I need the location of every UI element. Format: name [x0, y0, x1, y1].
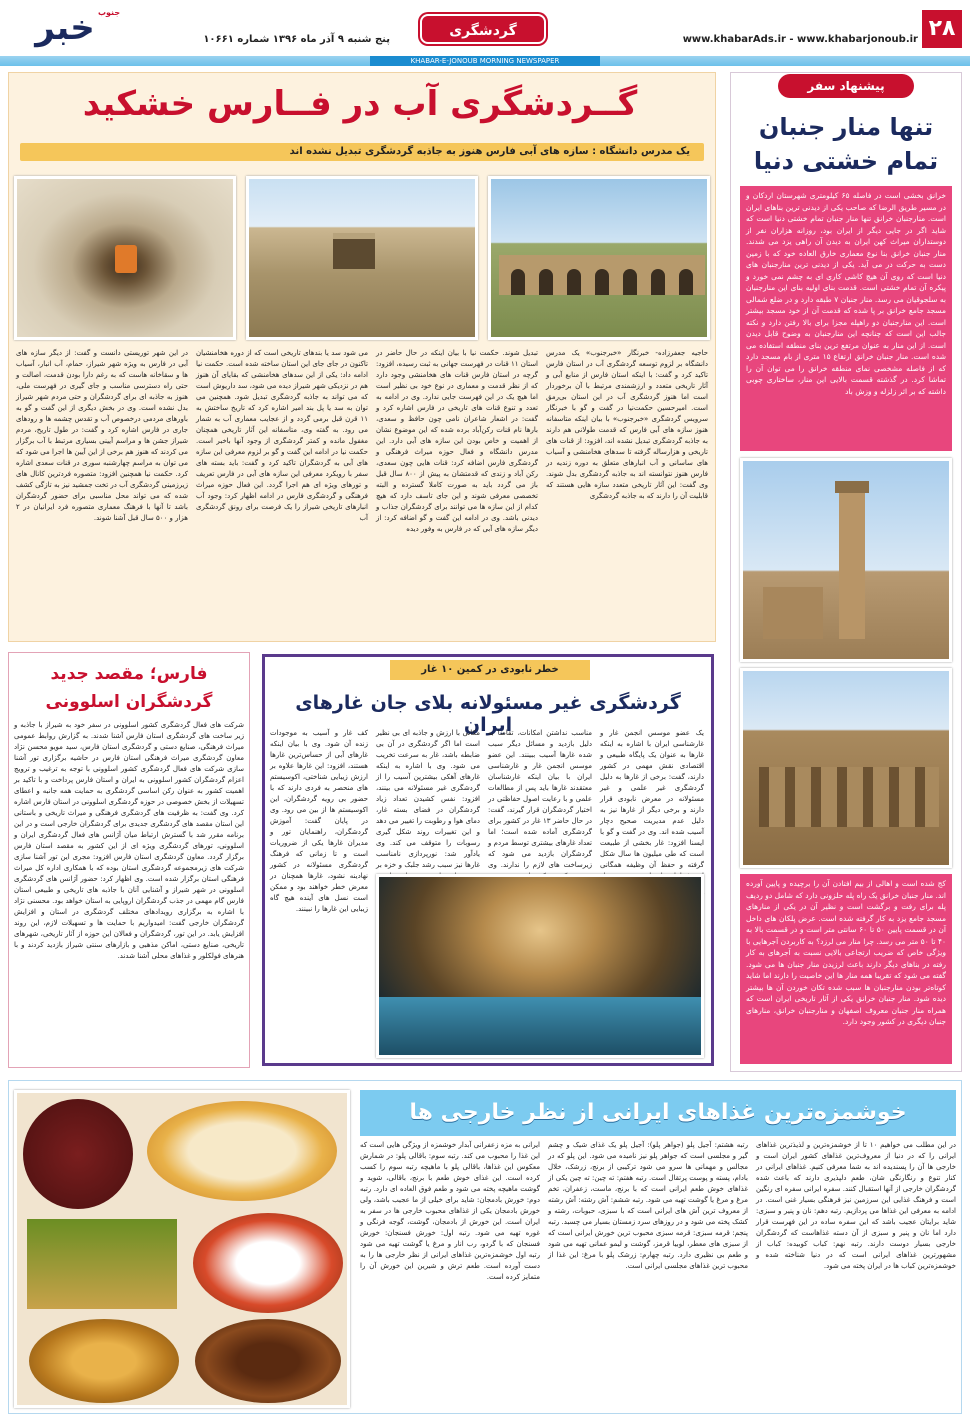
water-structure-photo — [246, 176, 478, 340]
food-col-1: در این مطلب می خواهیم ۱۰ تا از خوشمزه‌ترین و لذیذترین غذاهای ایرانی را که در دنیا از معروف‌ترین غذاهای کشور ایران است و خارجی ها آن را پسندیده اند به شما معرفی کنیم. غذاهای ایرانی در کنار تنوع و رنگارنگی شان، طعم دلپذیری دارند که باعث شده گردشگران خارجی از آنها استقبال کنند. سفره ایرانی سفره ای رنگین است و فرهنگ غذایی این سرزمین نیز فرهنگی بسیار غنی است. در ادامه به معرفی این غذاها می پردازیم. رتبه دهم: نان و پنیر و سبزی: شاید برایتان عجیب باشد که این سفره ساده در این فهرست قرار دارد اما نان و پنیر و سبزی از آن دسته غذاهاست که گردشگران خارجی بسیار دوست دارند. رتبه نهم: کباب کوبیده: کباب از مشهورترین غذاهای ایرانی است که در دنیا شناخته شده و خوشمزه‌ترین کباب ها در ایران پخته می شود. — [756, 1141, 956, 1270]
main-article-col-2: تبدیل شوند. حکمت نیا با بیان اینکه در حال حاضر در استان ۱۱ قنات در فهرست جهانی به ثبت رسیده، افزود: گرچه در استان فارس قنات های هخامنشی وجود دارد که از نظر قدمت و معماری در نوع خود بی نظیر است اما هیچ یک در این فهرست جایی ندارد. وی در ادامه به تعدد و تنوع قنات های تاریخی در فارس اشاره کرد و گفت: در اشعار شاعران نامی چون حافظ و سعدی، بارها نام قنات رکن‌آباد برده شده که این موضوع نشان از اهمیت و خاص بودن این سازه های آبی دارد. این مدرس دانشگاه و فعال حوزه میراث فرهنگی و گردشگری فارس اضافه کرد: قنات هایی چون سعدی، رکن آباد و زندی که قدمتشان به پیش از ۸۰۰ سال قبل باز می گردد باید به صورت کاملا گسترده و البته تخصصی معرفی شوند و این جای تاسف دارد که هیچ کدام از این سازه ها می توانند برای گردشگران جذاب و دیدنی باشد. وی در ادامه این گفت و گو اضافه کرد: از دیگر سازه های آبی که در فارس به وفور دیده — [376, 349, 539, 533]
minaret-photo — [740, 458, 952, 662]
ribbon-text: KHABAR-E-JONOUB MORNING NEWSPAPER — [370, 56, 600, 66]
caves-col-1: یک عضو موسس انجمن غار و غارشناسی ایران با اشاره به اینکه غارها به عنوان یک پایگاه طبیعی و اقتصادی نقش مهمی در کشور دارند، گفت: برخی از غارها به دلیل گردشگری غیر علمی و غیر مسئولانه در معرض نابودی قرار دارند و برخی دیگر از غارها نیز به دلیل عدم مدیریت صحیح دچار آسیب شده اند. وی در گفت و گو با ایسنا افزود: غار بخشی از طبیعت است که طی میلیون ها سال شکل گرفته و حفظ آن وظیفه همگانی — [600, 729, 704, 869]
fars-article-text: شرکت های فعال گردشگری کشور اسلوونی در سفر خود به شیراز با جاذبه و زیر ساخت های گردشگری استان فارس آشنا شدند. به گزارش روابط عمومی میراث فرهنگی، صنایع دستی و گردشگری استان فارس، سید مویو محسن نژاد معاون گردشگری میراث فرهنگی استان فارس در حاشیه برگزاری تور آشنا سازی شرکت های فعال گردشگری کشور اسلوونی با توجه به ترغیب و ترویج اعزام گردشگران کشور اسلوونی به ایران و استان فارس پرداخت و با تاکید بر اهمیت کشور به عنوان رکن اساسی گردشگری به حمایت همه جانبه و اعطای تسهیلات از بخش خصوصی در حوزه گردشگری اسلوونی در استان فارس اشاره کرد. وی گفت: به ظرفیت های گردشگری فرهنگی و میراث تاریخی و باستانی این استان مقصد های گردشگری جدیدی برای گردشگران خارجی است و در این برنامه مقرر شد با گسترش ارتباط میان آژانس های فعال گردشگری ایران و اسلوونی، تورهای گردشگری ویژه ای از این کشور به مقصد استان فارس برگزار گردد. معاون گردشگری استان فارس افزود: مجری این تور آشنا سازی شرکت های زیرمجموعه گردشگری استان بوده که با همکاری اداره کل میراث فرهنگی استان برگزار شده است. وی اظهار کرد: حضور آژانس های گردشگری اسلوونی در شهر شیراز و آشنایی آنان با جاذبه های تاریخی و طبیعی استان فارس گام مهمی در جذب گردشگران اروپایی به استان خواهد بود. محسنی نژاد با اشاره به برگزاری رویدادهای مختلف گردشگری در استان و افزایش گردشگران خارجی گفت: امیدواریم با حمایت ها و تسهیلات لازم، این روند افزایش یابد. در این تور، گردشگران و فعالان این حوزه از آثار تاریخی، شهرهای تاریخی، صنایع دستی، اماکن مذهبی و بازارهای سنتی شیراز بازدید کردند و با هنرهای فولکلور و غذاهای محلی آشنا شدند. — [14, 721, 244, 960]
dateline: پنج شنبه ۹ آذر ماه ۱۳۹۶ شماره ۱۰۶۶۱ — [203, 34, 390, 45]
main-article-col-4: در این شهر توریستی دانست و گفت: از دیگر سازه های آبی در فارس به ویژه شهر شیراز، حمام، آب انبار، آسیاب ها و سقاخانه هاست که به رغم دارا بودن قدمت، اصالت و حتی راه دسترسی مناسب و جای گیری در فهرست ملی، هنوز به جاذبه ای برای گردشگران و حتی مردم شهر شیراز بدل نشده است. وی در بخش دیگری از این گفت و گو به باورهای مردمی درخصوص آب و تقدس چشمه ها و رودهای جاری در فارس اشاره کرد و گفت: در طول تاریخ، مردم شیراز جشن ها و مراسم آیینی بسیاری مرتبط با آب برگزار می کردند که هنوز هم برخی از این آیین ها اجرا می شود که می توان به مراسم چهارشنبه سوری در قنات سعدی اشاره کرد. حکمت نیا همچنین افزود: متصوره فردترین کانال های زیرزمینی گردشگری آب در تخت جمشید نیز به تازگی کشف شده که می تواند محل مناسبی برای حضور گردشگران باشد تا آنها با فرهنگ معماری متصوره فرد ایرانیان در ۲ هزار و ۵۰۰ سال قبل آشنا شوند. — [16, 349, 188, 522]
sidebar-body-2 — [740, 874, 952, 1064]
site-urls[interactable]: www.khabarAds.ir - www.khabarjonoub.ir — [682, 34, 918, 45]
kharanaq-village-photo — [740, 668, 952, 868]
caves-col-3: مکانی با ارزش و جاذبه ای بی نظیر است اما اگر گردشگری در آن بی ضابطه باشد، غار به سرعت تخریب می شود. وی با اشاره به اینکه غارهای آهکی بیشترین آسیب را از گردشگری غیر مسئولانه می بینند، افزود: نفس کشیدن تعداد زیاد گردشگران در فضای بسته غار، دمای هوا و رطوبت را تغییر می دهد و این تغییرات روند شکل گیری رسوبات را متوقف می کند. وی یادآور شد: نورپردازی نامناسب غارها نیز سبب رشد جلبک و خزه بر — [376, 729, 480, 869]
sidebar-text-2: کج شده است و اهالی از بیم افتادن آن را برچیده و پایین آورده اند. منار جنبان خرانق یک راه پله حلزونی دارد که شامل دو ردیف پله برای رفت و برگشت است و نظیر آن در یکی از منارهای مسجد جامع یزد به کار گرفته شده است. عرض پلکان های داخل آن در قسمت پایین ۵۰ تا ۶۰ سانتی متر است و در قسمت بالا به ۴۰ تا ۵۰ متر می رسد. چرا منار می لرزد؟ به کاربردن آجرهایی با ویژگی خاص که ضریب ارتجاعی بالایی نسبت به آجرهای به کار رفته در بناهای دیگر دارند باعث لرزیدن منار جنبان ها می شود. گفته می شود که تقریبا همه منار ها این خاصیت را دارند اما شاید کوتاه‌تر بودن منارجنبان ها سبب شده تکان خوردن آن ها بیشتر دیده شود. منار جنبان خرانق یکی از آثار تاریخی ایران است که همراه منار جنبان معروف اصفهان و منارجنبان خرانق، منارهای جنبان دیگری در کشور وجود دارد. — [746, 879, 947, 1026]
food-article-title: خوشمزه‌ترین غذاهای ایرانی از نظر خارجی ها — [409, 1100, 907, 1125]
travel-suggestion-tag: پیشنهاد سفر — [778, 74, 914, 98]
main-article-col-1: حاجیه جعفرزاده- خبرنگار «خبرجنوب» یک مدرس دانشگاه بر لزوم توسعه گردشگری آب در استان فارس تاکید کرد و گفت: با اینکه استان فارس از منابع آبی و آثار تاریخی متعدد و ارزشمندی مرتبط با آن برخوردار است اما هنوز گردشگری آب در این استان بی‌رمق است. امیرحسین حکمت‌نیا در گفت و گو با خبرنگار سرویس گردشگری «خبرجنوب» با بیان اینکه متاسفانه هنوز سازه های آبی فارس که قدمت طولانی هم دارند به جاذبه گردشگری تبدیل نشده اند، افزود: از قنات های تاریخی و هزارساله گرفته تا سدهای هخامنشی و آسیاب های ساسانی و آب انبارهای متعلق به دوره زندیه در فارس هنوز نتوانسته اند به جاذبه گردشگری بدل شوند. وی گفت: این آثار تاریخی متعدد سازه هایی هستند که قابلیت آن را دارند که به جاذبه گردشگری — [546, 349, 708, 500]
newspaper-logo-sub: جنوب — [98, 8, 121, 17]
food-col-2: رتبه هشتم: آجیل پلو (جواهر پلو): آجیل پلو یک غذای شیک و چشم گیر و مجلسی است که جواهر پلو نیز نامیده می شود. این پلو که در مجالس و مهمانی ها سرو می شود ترکیبی از برنج، زرشک، خلال بادام، پسته و پوست پرتقال است. رتبه هفتم: ته چین: ته چین یکی از غذاهای خوش طعم ایرانی است که با برنج، ماست، زعفران، تخم مرغ و مرغ یا گوشت تهیه می شود. رتبه ششم: آش رشته: آش رشته از معروف ترین آش های ایرانی است که با سبزی، حبوبات، رشته و کشک پخته می شود و در روزهای سرد زمستان بسیار می چسبد. رتبه پنجم: قرمه سبزی: قرمه سبزی محبوب ترین خورش ایرانی است که از سبزی های معطر، لوبیا قرمز، گوشت و لیمو عمانی تهیه می شود و طعم بی نظیری دارد. رتبه چهارم: زرشک پلو با مرغ: این غذا از محبوب ترین غذاهای مجلسی ایرانی است. — [548, 1141, 748, 1270]
caves-article-title: گردشگری غیر مسئولانه بلای جان غارهای ایران — [295, 692, 681, 736]
newspaper-logo: خبر — [35, 8, 95, 48]
historic-bridge-photo — [488, 176, 710, 340]
main-article-subtitle: یک مدرس دانشگاه : سازه های آبی فارس هنوز به جاذبه گردشگری تبدیل نشده اند — [20, 143, 704, 161]
caves-col-4: کف غار و آسیب به موجودات زنده آن شود. وی با بیان اینکه غارهای آبی از حساس‌ترین غارها هستند، افزود: این غارها علاوه بر ارزش زیبایی شناختی، اکوسیستم های منحصر به فردی دارند که با حضور بی رویه گردشگران، این اکوسیستم ها از بین می رود. وی در پایان گفت: آموزش گردشگران، راهنمایان تور و مدیران غارها یکی از ضروریات است و تا زمانی که فرهنگ گردشگری مسئولانه در کشور نهادینه نشود، غارها همچنان در معرض خطر خواهند بود و ممکن است نسل های آینده هیچ گاه زیبایی این غارها را نبینند. — [270, 729, 368, 913]
food-photo-collage — [14, 1090, 350, 1408]
section-label: گردشگری — [420, 14, 546, 44]
sidebar-body-1 — [740, 186, 952, 451]
main-article-col-3: می شود سد یا بندهای تاریخی است که از دوره هخامنشیان تاکنون در جای جای این استان ساخته شده است. حکمت نیا ادامه داد: یکی از این سدهای هخامنشی که بقایای آن هنوز هم در نزدیکی شهر شیراز دیده می شود، سد داریوش است که می تواند به جاذبه گردشگری تبدیل شود. همچنین می توان به سد یا پل بند امیر اشاره کرد که تاریخ ساختش به ۱۱ قرن قبل برمی گردد و از عجایب معماری آب به شمار می رود. به گفته وی، متاسفانه این آثار تاریخی همچنان مغفول مانده و کمتر گردشگری از وجود آنها باخبر است. حکمت نیا در ادامه این گفت و گو بر لزوم معرفی این سازه های آبی به گردشگران تاکید کرد و گفت: باید بسته های سفر با رویکرد معرفی این سازه های آبی در فارس تعریف و تورهای ویژه ای هم اجرا گردد. این فعال حوزه میراث فرهنگی و گردشگری فارس در ادامه اظهار کرد: وجود آب انبارهای تاریخی شیراز را یک فرصت برای رونق گردشگری آب — [196, 349, 368, 522]
cave-photo — [376, 874, 704, 1058]
qanat-tunnel-photo — [14, 176, 236, 340]
caves-article-tag: خطر نابودی در کمین ۱۰ غار — [390, 660, 590, 680]
food-col-3: ایرانی به مزه زعفرانی آبدار خوشمزه از ویژگی هایی است که این غذا را محبوب می کند. رتبه سوم: باقالی پلو: در شمارش معکوس این غذاها، باقالی پلو با ماهیچه رتبه سوم را کسب کرده است. این غذای خوش طعم با برنج، باقالی، شوید و گوشت ماهیچه پخته می شود و طعم فوق العاده ای دارد. رتبه دوم: خورش بادمجان: شاید برای خیلی از ما عجیب باشد، ولی خورش بادمجان یکی از غذاهای محبوب خارجی ها در سفر به ایران است. این خورش از بادمجان، گوشت، گوجه فرنگی و غوره تهیه می شود. رتبه اول: خورش فسنجان: خورش فسنجان که با گردو، رب انار و مرغ یا گوشت تهیه می شود رتبه اول خوشمزه‌ترین غذاهای ایرانی از نظر خارجی ها را به دست آورده است. طعم ترش و شیرین این خورش آن را متمایز کرده است. — [360, 1141, 540, 1281]
sidebar-title: تنها منار جنبان تمام خشتی دنیا — [753, 113, 939, 175]
main-article-title: گــردشگری آب در فــارس خشکید — [82, 84, 638, 124]
caves-col-2: مناسب نداشتن امکانات، تقاضا به دلیل بازدید و مسائل دیگر سبب شده غارها آسیب ببینند. این عضو موسس انجمن غار و غارشناسی ایران با بیان اینکه غارشناسان معتقدند غارها باید پس از مطالعات علمی و با رعایت اصول حفاظتی در اختیار گردشگران قرار گیرند، گفت: در حال حاضر ۱۳ غار در کشور برای گردشگری آماده شده است؛ اما تعداد غارهای بیشتری توسط مردم و گردشگران بازدید می شود که زیرساخت های لازم را ندارند. وی — [488, 729, 592, 869]
page-number: ۲۸ — [922, 10, 962, 48]
sidebar-text-1: خرانق بخشی است در فاصله ۶۵ کیلومتری شهرستان اردکان و در مسیر طریق الرضا که صاحب یکی از دیدنی ترین بناهای ایران است. منارجنبان خرانق تنها منار جنبان تمام خشتی دنیا است که شاید اگر در جایی دیگر از ایران بود، روزانه هزاران نفر از دوستداران میراث کهن ایران به دیدن آن راهی یزد می شدند. منار جنبان خرانق بنا نوع معماری خارق العاده خود که با زمین دست به حرکت در می آید. یکی از دیدنی ترین منارجنبان های دنیا است که روی آن هیچ کاشی کاری ای به چشم نمی خورد و پیکره آن تمام خشتی است. قدمت بنای اولیه بنای این منارجنبان به سلجوقیان می رسد. منار جنبان ۷ طبقه دارد و در ضلع شمالی مسجد جامع خرانق بر پا شده که قدمت آن از خود مسجد بیشتر است. این منارجنبان دو راهپله مجزا برای بالا رفتن دارد و نکته جالب این است که چنانچه این منارجنبان به وضوح قابل دیدن است. از این منار به عنوان مرتفع ترین بنای منطقه استفاده می شده است. منار جنبان خرانق ارتفاع ۱۵ متری از بام مسجد دارد که از فاصله مشخصی نمای منطقه خرانق را می توان آن را تماشا کرد. در گذشته قسمت بالایی این منار، ساختاری چوبی داشته که بر اثر زلزله و وزش باد — [746, 191, 946, 396]
fars-article-title: فارس؛ مقصد جدید گردشگران اسلوونی — [45, 664, 213, 712]
